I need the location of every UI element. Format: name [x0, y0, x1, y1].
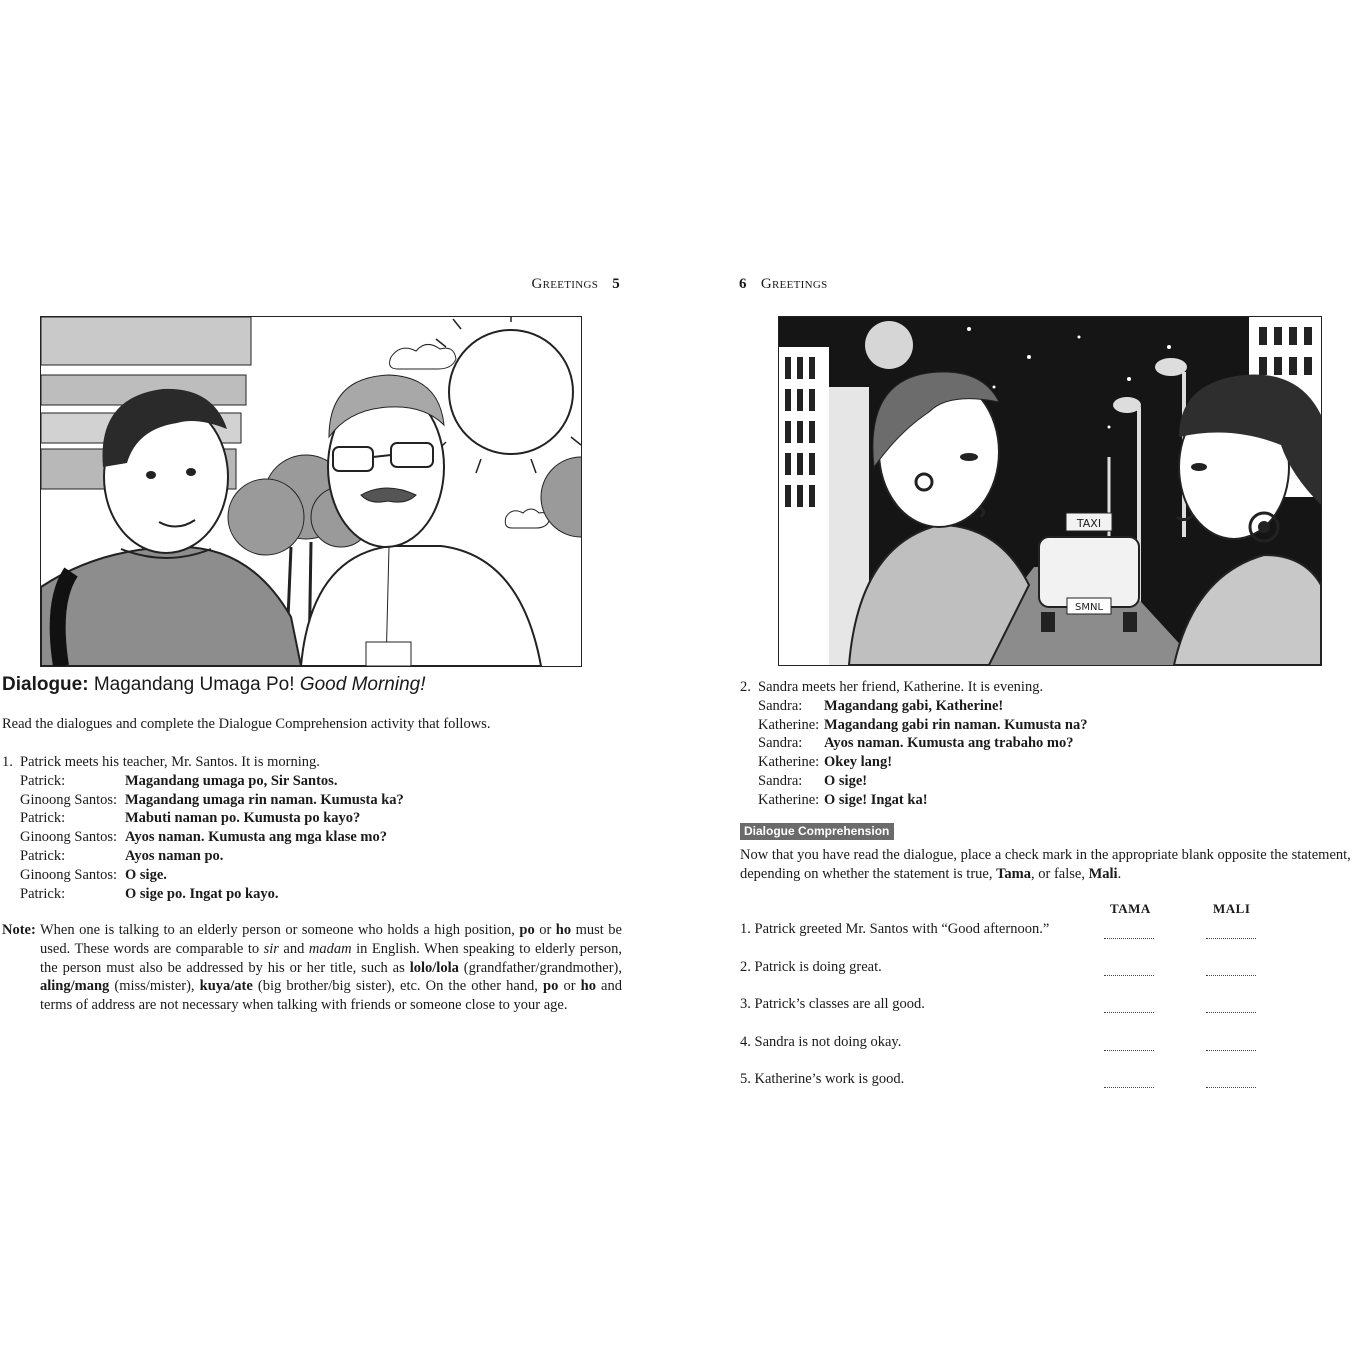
illustration-evening-greeting [778, 316, 1322, 666]
statement: 2. Patrick is doing great. [740, 959, 882, 975]
running-head-right [739, 276, 828, 293]
speaker: Sandra: [758, 772, 803, 789]
mali-blank[interactable] [1206, 1011, 1256, 1013]
mali-blank[interactable] [1206, 1086, 1256, 1088]
dialogue-line [20, 809, 642, 828]
speaker: Patrick: [20, 885, 66, 902]
statement: 4. Sandra is not doing okay. [740, 1034, 902, 1050]
speaker: Patrick: [20, 772, 66, 789]
left-page [0, 0, 680, 1361]
dialogue-line [20, 828, 642, 847]
running-head-left [531, 276, 620, 293]
speaker: Ginoong Santos: [20, 791, 118, 808]
utterance: Ayos naman. Kumusta ang mga klase mo? [125, 829, 387, 846]
tama-blank[interactable] [1104, 1086, 1154, 1088]
morning-scene-drawing [41, 317, 581, 666]
statement: 5. Katherine’s work is good. [740, 1071, 905, 1087]
dialogue-line [20, 866, 642, 885]
evening-scene-drawing [779, 317, 1321, 665]
tama-blank[interactable] [1104, 974, 1154, 976]
utterance: Ayos naman. Kumusta ang trabaho mo? [824, 735, 1074, 752]
dialogue-line [758, 716, 1340, 735]
running-head-section: Greetings [760, 276, 828, 292]
utterance: O sige po. Ingat po kayo. [125, 885, 279, 902]
dialogue-1-lines [20, 772, 642, 904]
statement: 3. Patrick’s classes are all good. [740, 996, 925, 1012]
dialogue-heading-translation: Good Morning! [299, 674, 426, 695]
license-plate: SMNL [1074, 602, 1104, 613]
speaker: Ginoong Santos: [20, 829, 118, 846]
utterance: Magandang umaga po, Sir Santos. [125, 772, 338, 789]
note [2, 921, 622, 1015]
speaker: Katherine: [758, 754, 820, 771]
note-label: Note: [2, 922, 36, 938]
utterance: Magandang umaga rin naman. Kumusta ka? [125, 791, 404, 808]
utterance: Mabuti naman po. Kumusta po kayo? [125, 810, 361, 827]
comprehension-badge: Dialogue Comprehension [740, 823, 894, 840]
dialogue-line [758, 734, 1340, 753]
dialogue-1-intro-text: Patrick meets his teacher, Mr. Santos. It is morning. [20, 754, 320, 770]
right-page [680, 0, 1361, 1361]
tama-blank[interactable] [1104, 937, 1154, 939]
utterance: Ayos naman po. [125, 847, 224, 864]
speaker: Patrick: [20, 847, 66, 864]
comprehension-instructions: Now that you have read the dialogue, place a check mark in the appropriate blank opposite the statement, depending on whether the statement is true, Tama, or false, Mali. [740, 847, 1351, 882]
dialogue-line [758, 772, 1340, 791]
instructions: Read the dialogues and complete the Dialogue Comprehension activity that follows. [2, 716, 491, 732]
speaker: Ginoong Santos: [20, 866, 118, 883]
dialogue-heading-label: Dialogue: [2, 674, 89, 695]
column-header-tama: TAMA [1110, 901, 1151, 916]
dialogue-line [758, 753, 1340, 772]
column-header-mali: MALI [1213, 901, 1251, 916]
dialogue-line [20, 847, 642, 866]
dialogue-2-intro-text: Sandra meets her friend, Katherine. It is evening. [758, 679, 1044, 695]
dialogue-line [20, 772, 642, 791]
mali-blank[interactable] [1206, 937, 1256, 939]
utterance: Magandang gabi, Katherine! [824, 697, 1004, 714]
dialogue-1-number: 1. [2, 754, 13, 770]
utterance: O sige! [824, 772, 868, 789]
dialogue-1-intro [2, 753, 642, 772]
taxi-sign: TAXI [1076, 517, 1102, 530]
note-text: When one is talking to an elderly person or someone who holds a high position, po or ho must be used. These words are comparable to sir and madam in English. When speaking to elderly person, the person must also be addressed by his or her title, such as lolo/lola (grandfather/grandmother), aling/mang (miss/mister), kuya/ate (big brother/big sister), etc. On the other hand, po or ho and terms of address are not necessary when talking with friends or someone close to your age. [40, 922, 623, 1014]
utterance: Magandang gabi rin naman. Kumusta na? [824, 716, 1088, 733]
speaker: Sandra: [758, 735, 803, 752]
dialogue-heading-title: Magandang Umaga Po! [93, 674, 295, 695]
dialogue-heading [2, 674, 426, 696]
mali-blank[interactable] [1206, 1049, 1256, 1051]
tama-blank[interactable] [1104, 1049, 1154, 1051]
dialogue-2-intro [740, 678, 1340, 697]
utterance: O sige. [125, 866, 167, 883]
page-number: 6 [739, 276, 747, 292]
utterance: O sige! Ingat ka! [824, 791, 928, 808]
speaker: Katherine: [758, 791, 820, 808]
dialogue-2 [740, 678, 1340, 810]
speaker: Sandra: [758, 697, 803, 714]
statement: 1. Patrick greeted Mr. Santos with “Good afternoon.” [740, 921, 1050, 937]
mali-blank[interactable] [1206, 974, 1256, 976]
dialogue-line [20, 791, 642, 810]
speaker: Patrick: [20, 810, 66, 827]
dialogue-2-lines [758, 697, 1340, 810]
speaker: Katherine: [758, 716, 820, 733]
running-head-section: Greetings [531, 276, 599, 292]
illustration-morning-greeting [40, 316, 582, 667]
dialogue-line [758, 697, 1340, 716]
tama-blank[interactable] [1104, 1011, 1154, 1013]
page-number: 5 [612, 276, 620, 292]
dialogue-line [758, 791, 1340, 810]
dialogue-line [20, 885, 642, 904]
dialogue-1 [2, 753, 642, 903]
dialogue-2-number: 2. [740, 679, 751, 695]
utterance: Okey lang! [824, 754, 893, 771]
